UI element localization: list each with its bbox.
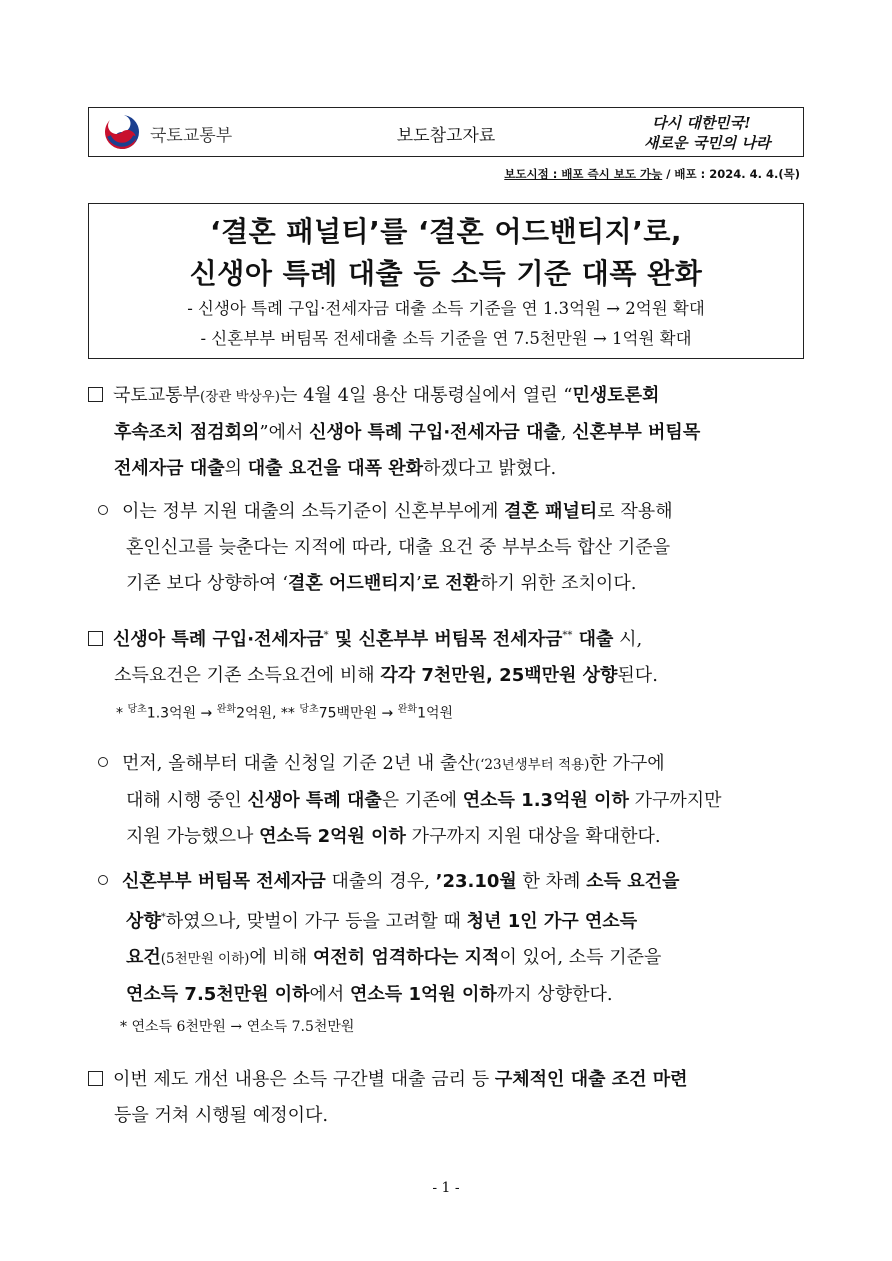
paragraph-2-detail-newlywed: 신혼부부 버팀목 전세자금 대출의 경우, ’23.10월 한 차례 소득 요건을 상향*하였으나, 맞벌이 가구 등을 고려할 때 청년 1인 가구 연소득 요건(5천만원 이하)에 비해 여전히 엄격하다는 지적이 있어, 소득 기준을 연소득 7.5천만원 이하에서 연소득 1억원 이하까지 상향한다.	[98, 864, 806, 1013]
square-bullet-icon	[88, 631, 103, 646]
slogan-line1: 다시 대한민국!	[652, 114, 751, 132]
subheadline-2: - 신혼부부 버팀목 전세대출 소득 기준을 연 7.5천만원 → 1억원 확대	[200, 329, 692, 348]
slogan-line2: 새로운 국민의 나라	[644, 134, 771, 152]
paragraph-2-detail-newborn: 먼저, 올해부터 대출 신청일 기준 2년 내 출산(‘23년생부터 적용)한 가구에 대해 시행 중인 신생아 특례 대출은 기존에 연소득 1.3억원 이하 가구까지만 지원 가능했으나 연소득 2억원 이하 가구까지 지원 대상을 확대한다.	[98, 746, 806, 855]
ministry-name: 국토교통부	[150, 126, 233, 146]
circle-bullet-icon	[98, 505, 108, 515]
release-info	[504, 166, 800, 182]
document-type: 보도참고자료	[396, 126, 496, 146]
headline-line1: ‘결혼 패널티’를 ‘결혼 어드밴티지’로,	[209, 215, 683, 248]
circle-bullet-icon	[98, 757, 108, 767]
release-timing: 보도시점 : 배포 즉시 보도 가능	[504, 167, 663, 181]
page-number: - 1 -	[432, 1180, 460, 1196]
paragraph-2-newlywed-footnote: * 연소득 6천만원 → 연소득 7.5천만원	[120, 1019, 355, 1035]
subheadline-1: - 신생아 특례 구입·전세자금 대출 소득 기준을 연 1.3억원 → 2억원 확대	[187, 299, 705, 318]
circle-bullet-icon	[98, 875, 108, 885]
release-date: / 배포 : 2024. 4. 4.(목)	[662, 167, 800, 181]
paragraph-3: 이번 제도 개선 내용은 소득 구간별 대출 금리 등 구체적인 대출 조건 마련 등을 거쳐 시행될 예정이다.	[88, 1062, 806, 1134]
square-bullet-icon	[88, 1071, 103, 1086]
paragraph-2: 신생아 특례 구입·전세자금* 및 신혼부부 버팀목 전세자금** 대출 시, 소득요건은 기존 소득요건에 비해 각각 7천만원, 25백만원 상향된다.	[88, 618, 806, 694]
square-bullet-icon	[88, 387, 103, 402]
paragraph-1: 국토교통부(장관 박상우)는 4월 4일 용산 대통령실에서 열린 “민생토론회 후속조치 점검회의”에서 신생아 특례 구입·전세자금 대출, 신혼부부 버팀목 전세자금 대출의 대출 요건을 대폭 완화하겠다고 밝혔다.	[88, 378, 806, 487]
headline-line2: 신생아 특례 대출 등 소득 기준 대폭 완화	[189, 257, 703, 290]
paragraph-2-footnote: * $^{당초}$1.3억원 → $^{완화}$2억원, ** $^{당초}$75백만원 → $^{완화}$1억원	[116, 704, 454, 722]
slogan-handwriting	[640, 110, 800, 154]
paragraph-1-detail: 이는 정부 지원 대출의 소득기준이 신혼부부에게 결혼 패널티로 작용해 혼인신고를 늦춘다는 지적에 따라, 대출 요건 중 부부소득 합산 기준을 기존 보다 상향하여 ‘결혼 어드밴티지’로 전환하기 위한 조치이다.	[98, 494, 806, 602]
